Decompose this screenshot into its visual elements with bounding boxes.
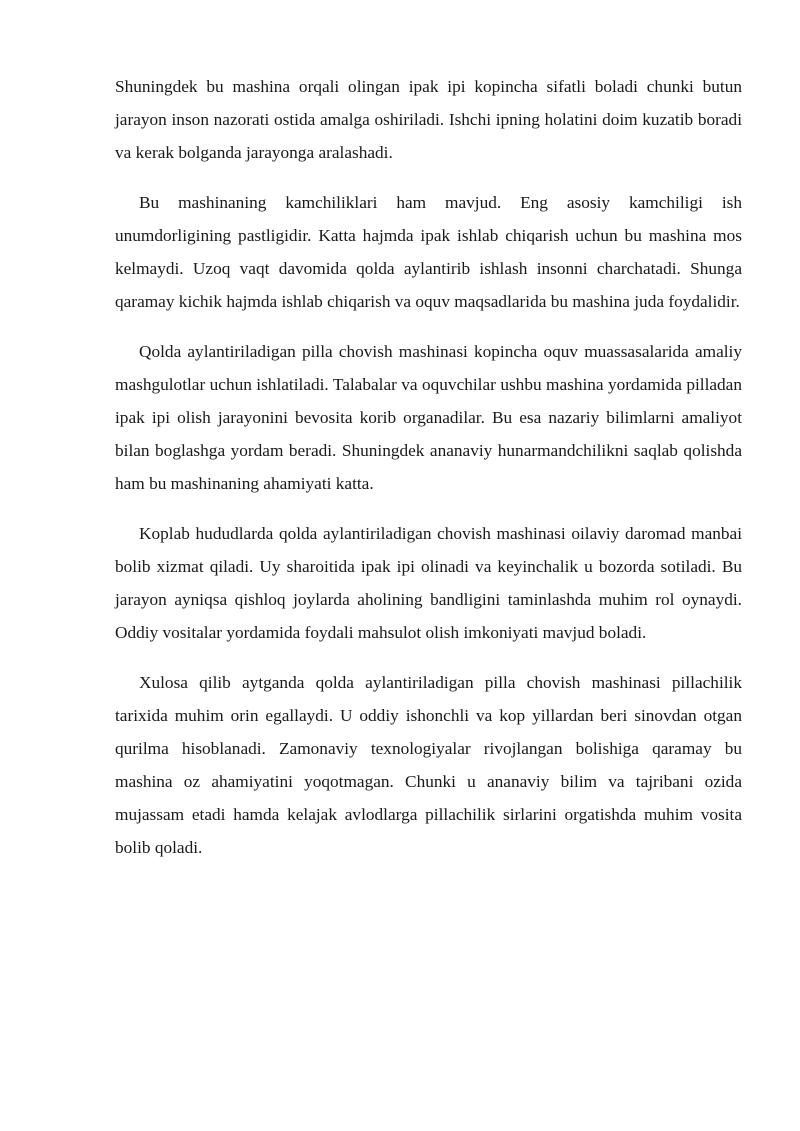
document-body <box>115 70 742 881</box>
paragraph-2: Bu mashinaning kamchiliklari ham mavjud. Eng asosiy kamchiligi ish unumdorligining pastligidir. Katta hajmda ipak ishlab chiqarish uchun bu mashina mos kelmaydi. Uzoq vaqt davomida qolda aylantirib ishlash insonni charchatadi. Shunga qaramay kichik hajmda ishlab chiqarish va oquv maqsadlarida bu mashina juda foydalidir. <box>115 193 742 311</box>
paragraph-5: Xulosa qilib aytganda qolda aylantiriladigan pilla chovish mashinasi pillachilik tarixida muhim orin egallaydi. U oddiy ishonchli va kop yillardan beri sinovdan otgan qurilma hisoblanadi. Zamonaviy texnologiyalar rivojlangan bolishiga qaramay bu mashina oz ahamiyatini yoqotmagan. Chunki u ananaviy bilim va tajribani ozida mujassam etadi hamda kelajak avlodlarga pillachilik sirlarini orgatishda muhim vosita bolib qoladi. <box>115 673 742 857</box>
paragraph-4: Koplab hududlarda qolda aylantiriladigan chovish mashinasi oilaviy daromad manbai bolib xizmat qiladi. Uy sharoitida ipak ipi olinadi va keyinchalik u bozorda sotiladi. Bu jarayon ayniqsa qishloq joylarda aholining bandligini taminlashda muhim rol oynaydi. Oddiy vositalar yordamida foydali mahsulot olish imkoniyati mavjud boladi. <box>115 524 742 642</box>
paragraph-3: Qolda aylantiriladigan pilla chovish mashinasi kopincha oquv muassasalarida amaliy mashgulotlar uchun ishlatiladi. Talabalar va oquvchilar ushbu mashina yordamida pilladan ipak ipi olish jarayonini bevosita korib organadilar. Bu esa nazariy bilimlarni amaliyot bilan boglashga yordam beradi. Shuningdek ananaviy hunarmandchilikni saqlab qolishda ham bu mashinaning ahamiyati katta. <box>115 342 742 493</box>
paragraph-1: Shuningdek bu mashina orqali olingan ipak ipi kopincha sifatli boladi chunki butun jarayon inson nazorati ostida amalga oshiriladi. Ishchi ipning holatini doim kuzatib boradi va kerak bolganda jarayonga aralashadi. <box>115 77 742 162</box>
